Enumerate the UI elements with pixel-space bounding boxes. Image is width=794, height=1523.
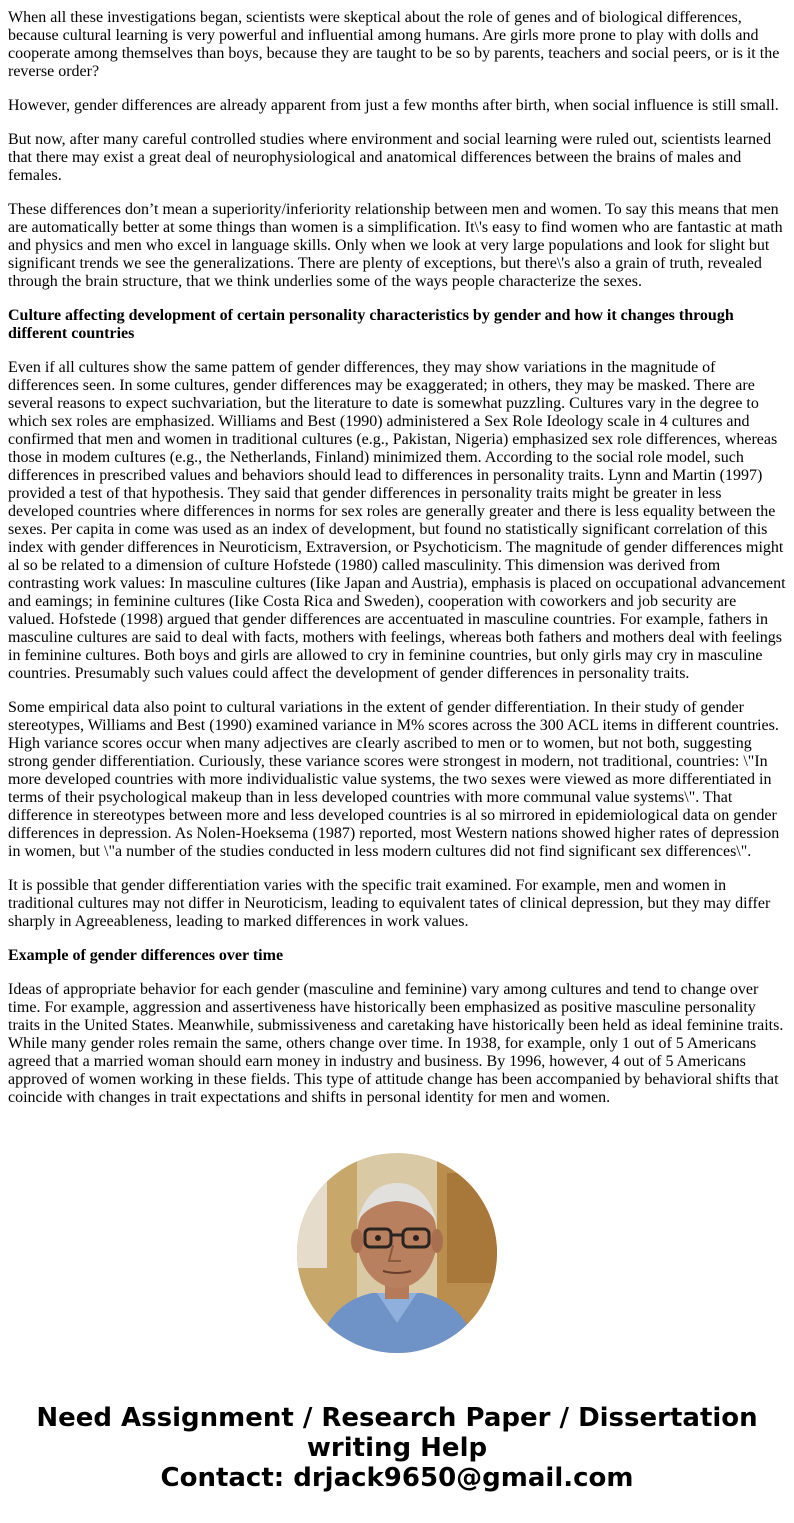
author-portrait-image (297, 1153, 497, 1353)
article-paragraph: Ideas of appropriate behavior for each gender (masculine and feminine) vary among cultures and tend to change over time. For example, aggression and assertiveness have historically been emphasized as positive masculine personality traits in the United States. Meanwhile, submissiveness and caretaking have historically been held as ideal feminine traits. While many gender roles remain the same, others change over time. In 1938, for example, only 1 out of 5 Americans agreed that a married woman should earn money in industry and business. By 1996, however, 4 out of 5 Americans approved of women working in these fields. This type of attitude change has been accompanied by behavioral shifts that coincide with changes in trait expectations and shifts in personal identity for men and women. (8, 981, 784, 1106)
article-paragraph: But now, after many careful controlled studies where environment and social learning were ruled out, scientists learned that there may exist a great deal of neurophysiological and anatomical differences between the brains of males and females. (8, 131, 772, 184)
contact-email-line: Contact: drjack9650@gmail.com (160, 1463, 634, 1493)
article-paragraph: When all these investigations began, scientists were skeptical about the role of genes and of biological differences, because cultural learning is very powerful and influential among humans. Are girls more prone to play with dolls and cooperate among themselves than boys, because they are taught to be so by parents, teachers and social peers, or is it the reverse order? (8, 9, 780, 80)
article-paragraph: However, gender differences are already apparent from just a few months after birth, when social influence is still small. (8, 97, 779, 114)
promo-banner (0, 1403, 794, 1493)
article-paragraph: It is possible that gender differentiation varies with the specific trait examined. For example, men and women in traditional cultures may not differ in Neuroticism, leading to equivalent tates of clinical depression, but they may differ sharply in Agreeableness, leading to marked differences in work values. (8, 877, 771, 930)
article-paragraph: Even if all cultures show the same pattem of gender differences, they may show variations in the magnitude of differences seen. In some cultures, gender differences may be exaggerated; in others, they may be masked. There are several reasons to expect suchvariation, but the literature to date is somewhat puzzling. Cultures vary in the degree to which sex roles are emphasized. Williams and Best (1990) administered a Sex Role Ideology scale in 4 cultures and confirmed that men and women in traditional cultures (e.g., Pakistan, Nigeria) emphasized sex role differences, whereas those in modem cuItures (e.g., the Netherlands, Finland) minimized them. According to the social role model, such differences in prescribed values and behaviors should lead to differences in personality traits. Lynn and Martin (1997) provided a test of that hypothesis. They said that gender differences in personality traits might be greater in less developed countries where differences in norms for sex roles are generally greater and there is less equality between the sexes. Per capita in come was used as an index of development, but found no statistically significant correlation of this index with gender differences in Neuroticism, Extraversion, or Psychoticism. The magnitude of gender differences might al so be related to a dimension of cuIture Hofstede (1980) called masculinity. This dimension was derived from contrasting work values: In masculine cultures (Iike Japan and Austria), emphasis is placed on occupational advancement and eamings; in feminine cultures (Iike Costa Rica and Sweden), cooperation with coworkers and job security are valued. Hofstede (1998) argued that gender differences are accentuated in masculine countries. For example, fathers in masculine cultures are said to deal with facts, mothers with feelings, whereas both fathers and mothers deal with feelings in feminine cultures. Both boys and girls are allowed to cry in feminine countries, but only girls may cry in masculine countries. Presumably such values could affect the development of gender differences in personality traits. (8, 359, 786, 682)
article-body (8, 9, 786, 1123)
section-heading-culture: Culture affecting development of certain personality characteristics by gender and how it changes through different countries (8, 307, 734, 342)
promo-line: writing Help (306, 1433, 488, 1463)
article-paragraph: These differences don’t mean a superiority/inferiority relationship between men and women. To say this means that men are automatically better at some things than women is a simplification. It\'s easy to find women who are fantastic at math and physics and men who excel in language skills. Only when we look at very large populations and look for slight but significant trends we see the generalizations. There are plenty of exceptions, but there\'s also a grain of truth, revealed through the brain structure, that we think underlies some of the ways people characterize the sexes. (8, 201, 783, 290)
section-heading-time: Example of gender differences over time (8, 947, 284, 964)
author-avatar (297, 1153, 497, 1353)
promo-line: Need Assignment / Research Paper / Dissertation (36, 1403, 758, 1433)
article-paragraph: Some empirical data also point to cultural variations in the extent of gender differentiation. In their study of gender stereotypes, Williams and Best (1990) examined variance in M% scores across the 300 ACL items in different countries. High variance scores occur when many adjectives are cIearly ascribed to men or to women, but not both, suggesting strong gender differentiation. Curiously, these variance scores were strongest in modern, not traditional, countries: \"In more developed countries with more individualistic value systems, the two sexes were viewed as more differentiated in terms of their psychological makeup than in less developed countries with more communal value systems\". That difference in stereotypes between more and less developed countries is al so mirrored in epidemiological data on gender differences in depression. As Nolen-Hoeksema (1987) reported, most Western nations showed higher rates of depression in women, but \"a number of the studies conducted in less modern cultures did not find significant sex differences\". (8, 699, 780, 860)
